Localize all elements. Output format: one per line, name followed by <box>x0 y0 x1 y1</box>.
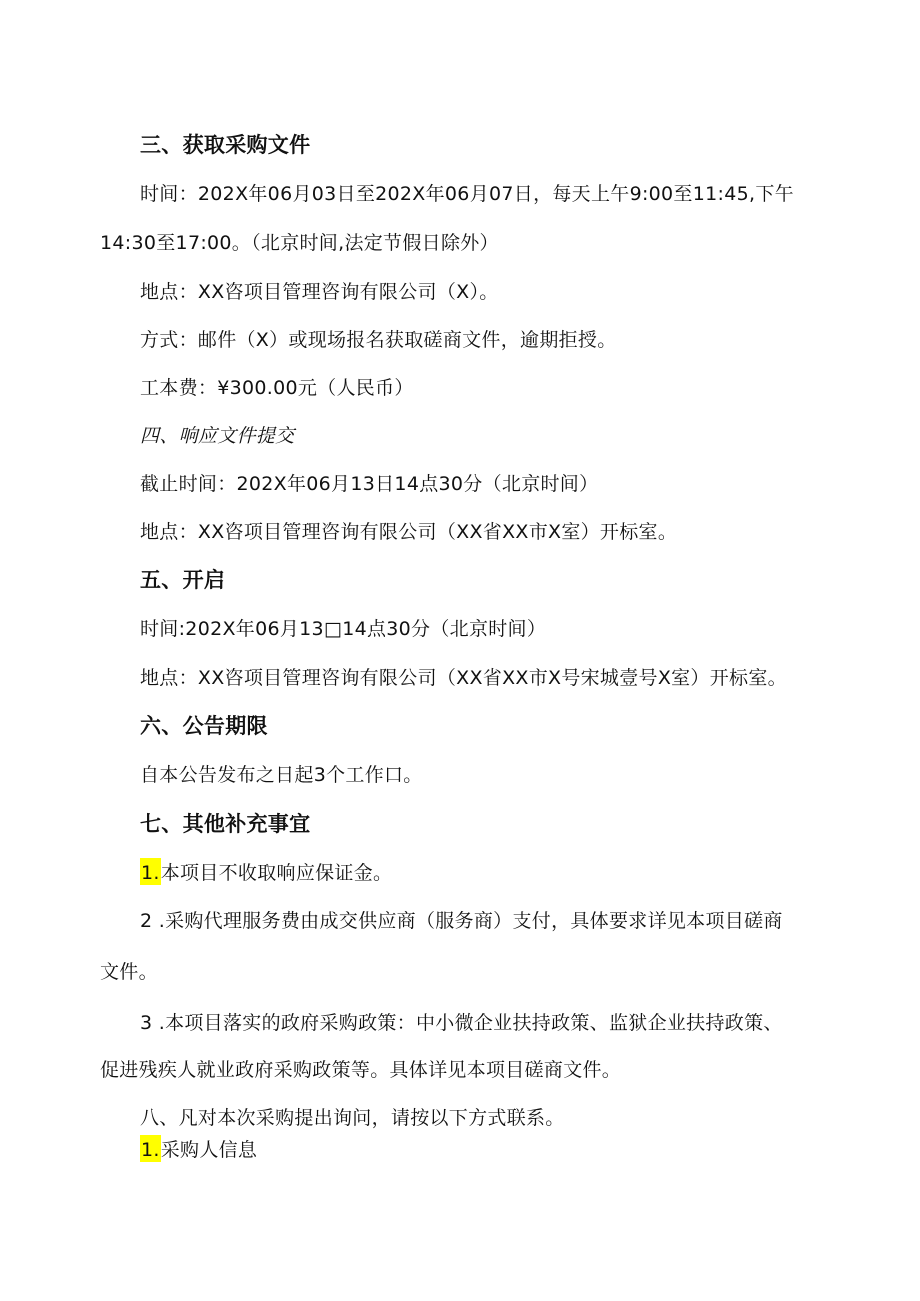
section-4-heading: 四、响应文件提交 <box>140 425 295 447</box>
section-7-item-1 <box>140 858 392 885</box>
section-6-text: 自本公告发布之日起3个工作口。 <box>140 764 423 786</box>
section-3-method: 方式：邮件（X）或现场报名获取磋商文件，逾期拒授。 <box>140 329 617 351</box>
section-5-heading: 五、开启 <box>140 568 226 592</box>
section-3-heading: 三、获取采购文件 <box>140 133 311 157</box>
section-5-place: 地点：XX咨项目管理咨询有限公司（XX省XX市X号宋城壹号X室）开标室。 <box>140 667 787 689</box>
section-3-time-line-1: 时间：202X年06月03日至202X年06月07日，每天上午9:00至11:45,下午 <box>140 183 794 205</box>
section-3-time-line-2: 14:30至17:00。（北京时间,法定节假日除外） <box>100 232 499 254</box>
section-7-item-2-line-2: 文件。 <box>100 961 158 983</box>
section-8-item-1-text: 采购人信息 <box>160 1139 258 1161</box>
section-8-heading: 八、凡对本次采购提出询问，请按以下方式联系。 <box>140 1107 565 1129</box>
section-7-item-3-line-1: 3 .本项目落实的政府采购政策：中小微企业扶持政策、监狱企业扶持政策、 <box>140 1012 783 1034</box>
section-7-item-2-line-1: 2 .采购代理服务费由成交供应商（服务商）支付，具体要求详见本项目磋商 <box>140 910 783 932</box>
section-4-deadline: 截止时间：202X年06月13日14点30分（北京时间） <box>140 473 599 495</box>
section-3-place: 地点：XX咨项目管理咨询有限公司（X）。 <box>140 281 499 303</box>
section-6-heading: 六、公告期限 <box>140 714 268 738</box>
section-8-item-1 <box>140 1135 257 1162</box>
highlighted-item-number: 1. <box>140 858 161 885</box>
section-3-fee: 工本费：¥300.00元（人民币） <box>140 377 414 399</box>
highlighted-item-number: 1. <box>140 1135 161 1162</box>
section-5-time: 时间:202X年06月13□14点30分（北京时间） <box>140 618 547 640</box>
section-7-item-3-line-2: 促进残疾人就业政府采购政策等。具体详见本项目磋商文件。 <box>100 1059 622 1081</box>
section-7-heading: 七、其他补充事宜 <box>140 812 311 836</box>
section-4-place: 地点：XX咨项目管理咨询有限公司（XX省XX市X室）开标室。 <box>140 521 678 543</box>
section-7-item-1-text: 本项目不收取响应保证金。 <box>160 862 393 884</box>
